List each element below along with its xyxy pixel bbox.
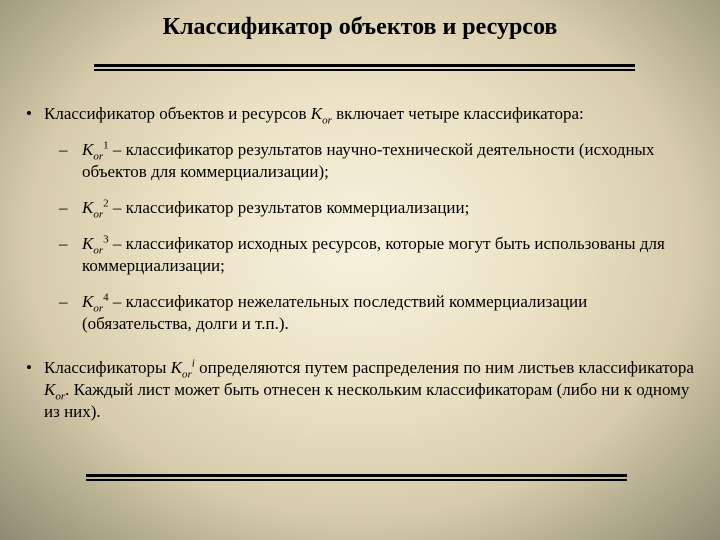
sub-item-text: – классификатор результатов коммерциализации; [108,198,470,217]
k-superscript: 3 [103,233,109,246]
k-symbol: K [82,198,94,217]
sub-item-3 [26,233,696,277]
top-double-rule [94,64,635,72]
k-symbol: K [82,234,94,253]
k-symbol: K [82,140,94,159]
bullet-distribution-text: . Каждый лист может быть отнесен к нескольким классификаторам (либо ни к одному из них). [44,380,690,421]
k-superscript: i [191,357,195,370]
sub-item-text: – классификатор исходных ресурсов, которые могут быть использованы для коммерциализации; [82,234,665,275]
bullet-distribution-text: определяются путем распределения по ним листьев классификатора [194,358,694,377]
dash-marker: – [59,234,68,253]
k-superscript: 1 [103,139,109,152]
dash-marker: – [59,140,68,159]
bullet-intro [26,103,696,125]
k-symbol: K [44,380,56,399]
dash-marker: – [59,292,68,311]
k-subscript: or [93,302,104,315]
bullet-marker: • [26,358,32,377]
k-superscript: 2 [103,197,109,210]
k-symbol: K [82,292,94,311]
sub-item-text: – классификатор нежелательных последствий коммерциализации (обязательства, долги и т.п.). [82,292,588,333]
k-symbol: K [170,358,182,377]
k-subscript: or [93,244,104,257]
sub-item-1 [26,139,696,183]
bottom-double-rule [86,474,627,482]
sub-item-2 [26,197,696,219]
bullet-intro-text: Классификатор объектов и ресурсов [44,104,311,123]
slide-title: Классификатор объектов и ресурсов [162,14,558,40]
k-subscript: or [182,368,192,381]
dash-marker: – [59,198,68,217]
sub-item-4 [26,291,696,335]
bullet-marker: • [26,104,32,123]
slide-body [26,103,696,423]
k-subscript: or [93,208,104,221]
k-subscript: or [55,390,66,403]
k-superscript: 4 [103,291,109,304]
k-symbol: K [310,104,323,123]
bullet-distribution-text: Классификаторы [44,358,171,377]
k-subscript: or [93,150,104,163]
sub-item-text: – классификатор результатов научно-технической деятельности (исходных объектов для коммерциализации); [82,140,655,181]
bullet-distribution [26,357,696,423]
k-subscript: or [322,114,332,127]
bullet-intro-text-end: включает четыре классификатора: [331,104,584,123]
